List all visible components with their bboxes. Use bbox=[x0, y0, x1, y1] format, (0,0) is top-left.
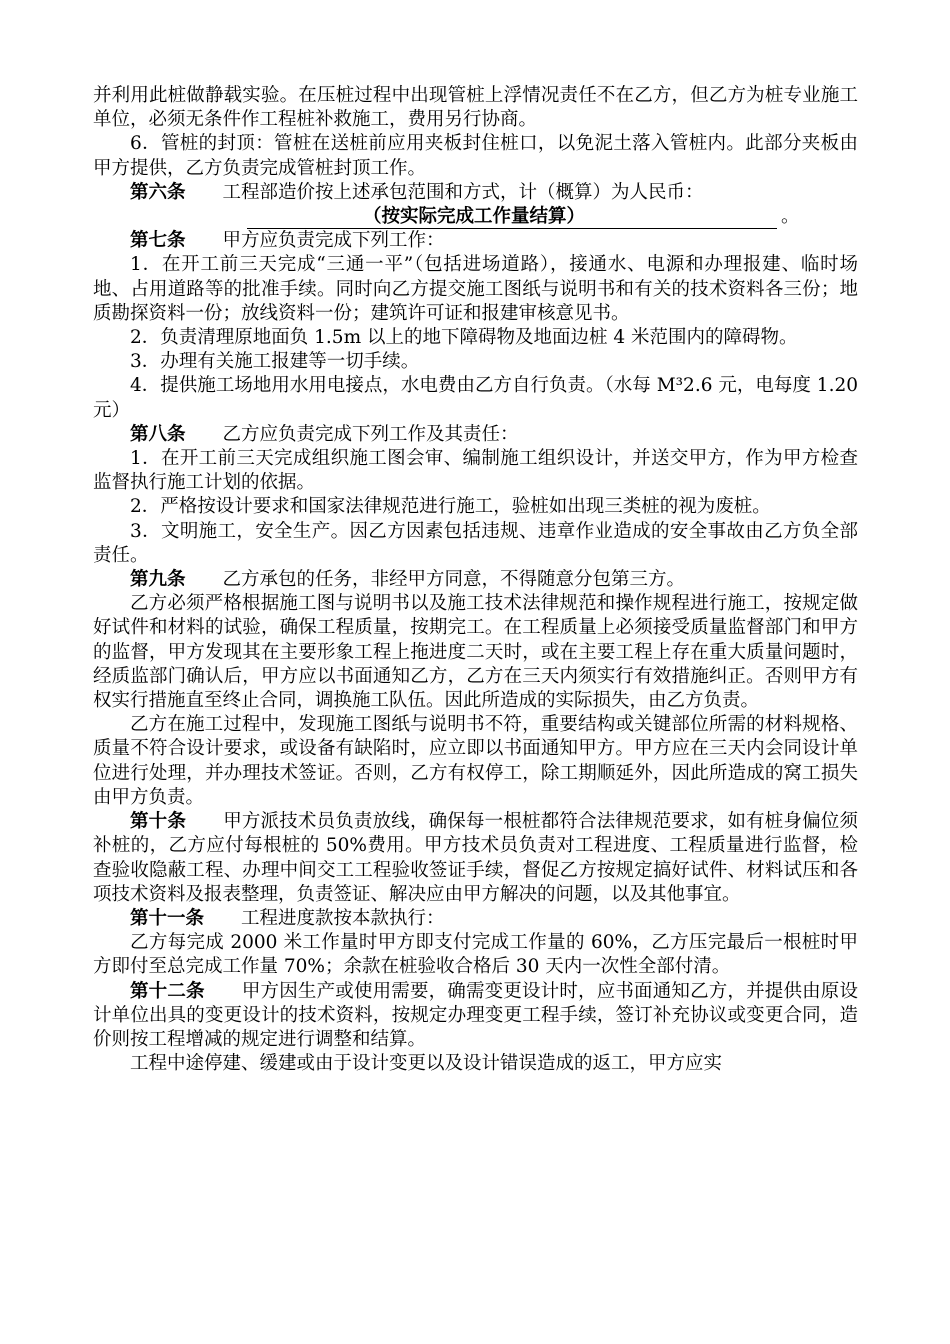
article-9-paragraph-2: 乙方在施工过程中，发现施工图纸与说明书不符，重要结构或关键部位所需的材料规格、质量不符合设计要求，或设备有缺陷时，应立即以书面通知甲方。甲方应在三天内会同设计单位进行处理，并办理技术签证。否则，乙方有权停工，除工期顺延外，因此所造成的窝工损失由甲方负责。 bbox=[93, 714, 858, 808]
paragraph-pile-capping: 6．管桩的封顶：管桩在送桩前应用夹板封住桩口，以免泥土落入管桩内。此部分夹板由甲方提供，乙方负责完成管桩封顶工作。 bbox=[93, 133, 858, 179]
article-7-item-2: 2．负责清理原地面负 1.5m 以上的地下障碍物及地面边桩 4 米范围内的障碍物。 bbox=[130, 327, 798, 349]
article-9-title: 第九条 bbox=[130, 569, 186, 591]
article-12-paragraph-1: 工程中途停建、缓建或由于设计变更以及设计错误造成的返工，甲方应实 bbox=[130, 1053, 723, 1075]
article-8 bbox=[93, 423, 858, 447]
article-6-title: 第六条 bbox=[130, 181, 186, 203]
article-9-paragraph-1: 乙方必须严格根据施工图与说明书以及施工技术法律规范和操作规程进行施工，按规定做好试件和材料的试验，确保工程质量，按期完工。在工程质量上必须接受质量监督部门和甲方的监督，甲方发现其在主要形象工程上拖进度二天时，或在主要工程上存在重大质量问题时，经质监部门确认后，甲方应以书面通知乙方，乙方在三天内须实行有效措施纠正。否则甲方有权实行措施直至终止合同，调换施工队伍。因此所造成的实际损失，由乙方负责。 bbox=[93, 593, 858, 712]
article-6-fill-row bbox=[93, 205, 858, 229]
article-10-title: 第十条 bbox=[130, 811, 187, 833]
article-6-end-mark: 。 bbox=[781, 206, 800, 228]
article-11-paragraph-1: 乙方每完成 2000 米工作量时甲方即支付完成工作量的 60%，乙方压完最后一根桩时甲方即付至总完成工作量 70%；余款在桩验收合格后 30 天内一次性全部付清。 bbox=[93, 932, 858, 978]
article-12-text: 甲方因生产或使用需要，确需变更设计时，应书面通知乙方，并提供由原设计单位出具的变更设计的技术资料，按规定办理变更工程手续，签订补充协议或变更合同，造价则按工程增减的规定进行调整和结算。 bbox=[93, 980, 858, 1050]
article-7 bbox=[93, 229, 858, 253]
article-12 bbox=[93, 980, 858, 1053]
article-7-item-1: 1．在开工前三天完成“三通一平”（包括进场道路），接通水、电源和办理报建、临时场地、占用道路等的批准手续。同时向乙方提交施工图纸与说明书和有关的技术资料各三份；地质勘探资料一份；放线资料一份；建筑许可证和报建审核意见书。 bbox=[93, 254, 858, 324]
article-8-item-2: 2．严格按设计要求和国家法律规范进行施工，验桩如出现三类桩的视为废桩。 bbox=[130, 496, 771, 518]
paragraph-continuation: 并利用此桩做静载实验。在压桩过程中出现管桩上浮情况责任不在乙方，但乙方为桩专业施工单位，必须无条件作工程桩补救施工，费用另行协商。 bbox=[93, 85, 858, 131]
article-8-item-3: 3．文明施工，安全生产。因乙方因素包括违规、违章作业造成的安全事故由乙方负全部责任。 bbox=[93, 520, 858, 566]
article-11 bbox=[93, 907, 858, 931]
article-6-fill-line bbox=[247, 206, 777, 229]
article-11-title: 第十一条 bbox=[130, 907, 205, 929]
article-6-text: 工程部造价按上述承包范围和方式，计（概算）为人民币： bbox=[222, 181, 704, 203]
article-6-fill-text: （按实际完成工作量结算） bbox=[363, 206, 586, 228]
article-6 bbox=[93, 181, 858, 205]
article-10-text: 甲方派技术员负责放线，确保每一根桩都符合法律规范要求，如有桩身偏位须补桩的，乙方应付每根桩的 50%费用。甲方技术员负责对工程进度、工程质量进行监督，检查验收隐蔽工程、办理中间交工工程验收签证手续，督促乙方按规定搞好试件、材料试压和各项技术资料及报表整理，负责签证、解决应由甲方解决的问题，以及其他事宜。 bbox=[93, 811, 858, 905]
article-10 bbox=[93, 810, 858, 907]
article-7-item-3: 3．办理有关施工报建等一切手续。 bbox=[130, 351, 420, 373]
article-7-item-4: 4．提供施工场地用水用电接点，水电费由乙方自行负责。（水每 M³2.6 元，电每度 1.20 元） bbox=[93, 375, 858, 421]
article-9-text: 乙方承包的任务，非经甲方同意，不得随意分包第三方。 bbox=[222, 569, 686, 591]
article-9 bbox=[93, 568, 858, 592]
article-8-text: 乙方应负责完成下列工作及其责任： bbox=[222, 423, 519, 445]
article-8-title: 第八条 bbox=[130, 423, 186, 445]
article-8-item-1: 1．在开工前三天完成组织施工图会审、编制施工组织设计，并送交甲方，作为甲方检查监督执行施工计划的依据。 bbox=[93, 448, 858, 494]
article-7-text: 甲方应负责完成下列工作： bbox=[222, 230, 445, 252]
article-12-title: 第十二条 bbox=[130, 980, 205, 1002]
article-11-text: 工程进度款按本款执行： bbox=[241, 907, 445, 929]
article-7-title: 第七条 bbox=[130, 230, 186, 252]
